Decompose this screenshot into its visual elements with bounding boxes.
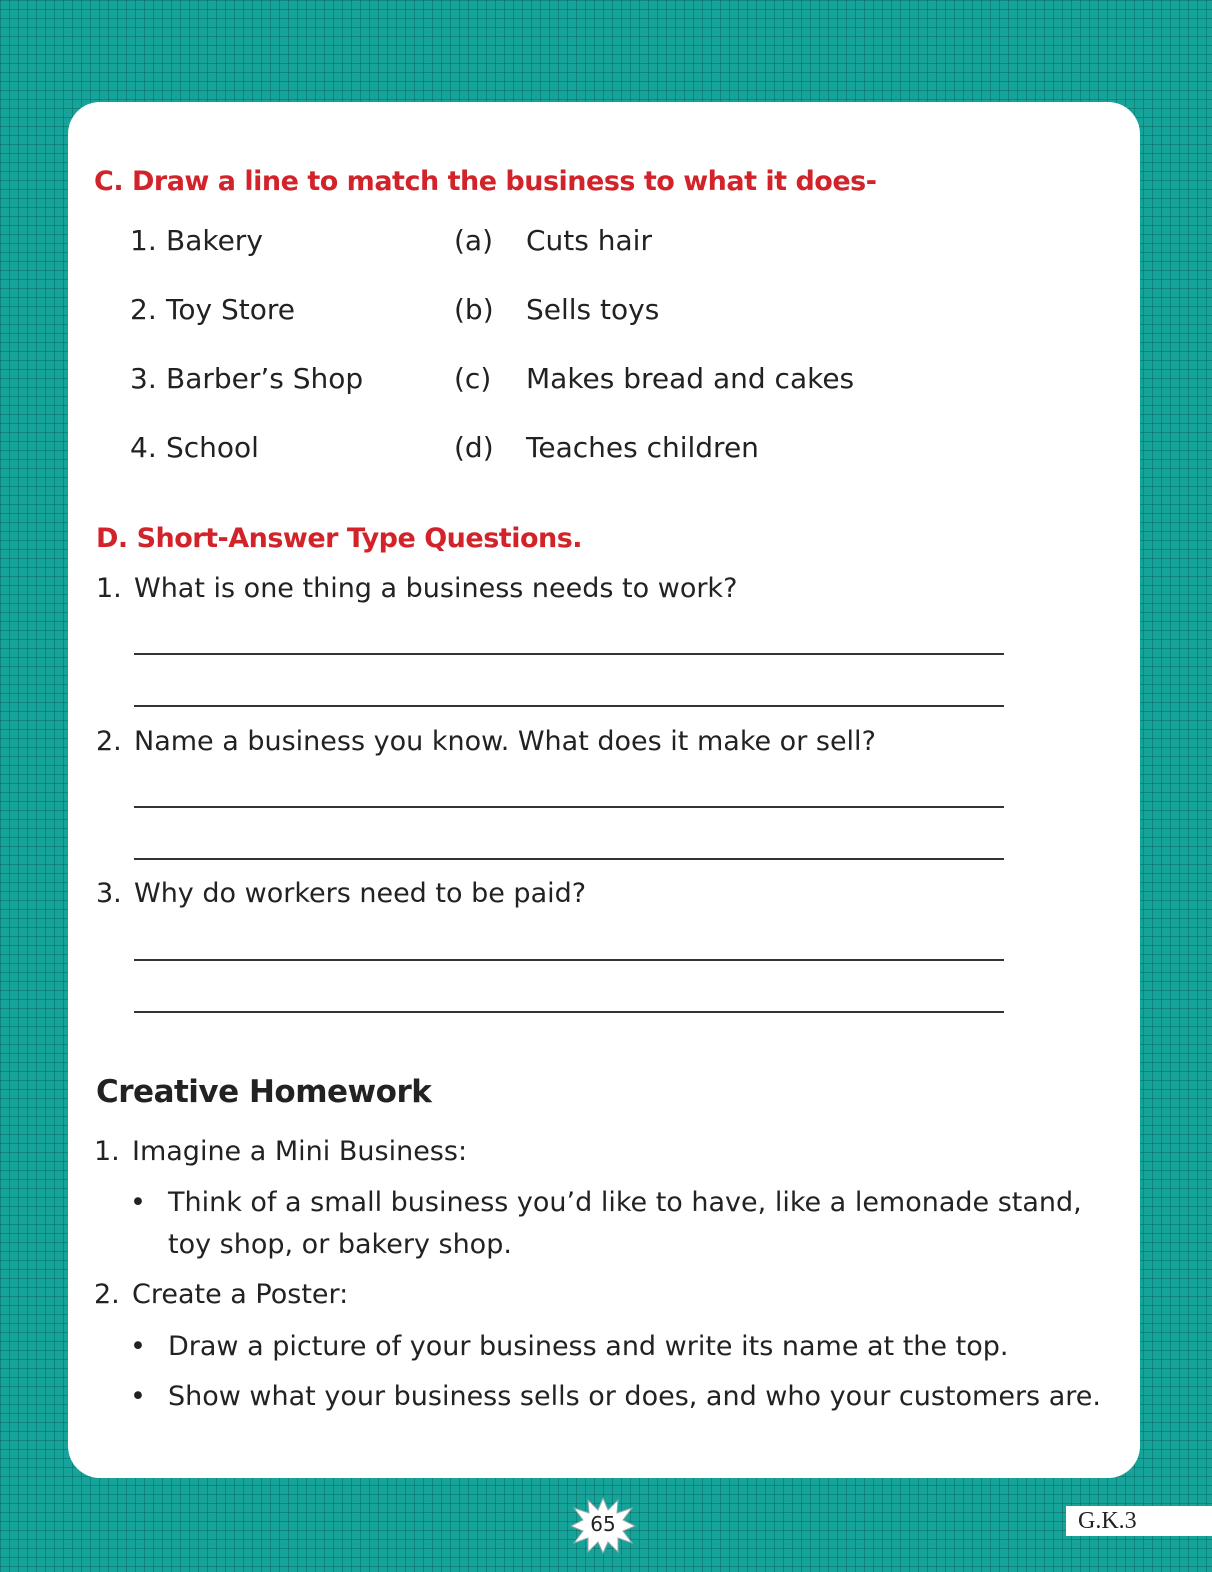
homework-item-number: 1. — [94, 1136, 120, 1167]
answer-line[interactable] — [134, 705, 1004, 707]
homework-bullet — [130, 1182, 1110, 1266]
question — [96, 726, 876, 757]
bullet-dot: • — [130, 1187, 146, 1218]
match-business: Barber’s Shop — [166, 362, 364, 395]
question-text: What is one thing a business needs to work? — [134, 573, 738, 604]
bullet-text: Draw a picture of your business and write its name at the top. — [168, 1331, 1009, 1362]
match-action: Cuts hair — [526, 224, 652, 257]
question-text: Why do workers need to be paid? — [134, 878, 587, 909]
worksheet-card — [68, 102, 1140, 1478]
bullet-text: Think of a small business you’d like to have, like a lemonade stand, toy shop, or bakery shop. — [168, 1187, 1082, 1260]
match-letter: (a) — [454, 224, 494, 257]
match-action: Makes bread and cakes — [526, 362, 855, 395]
homework-item-title: Create a Poster: — [132, 1279, 349, 1310]
match-action: Teaches children — [526, 431, 759, 464]
match-letter: (c) — [454, 362, 492, 395]
homework-item-number: 2. — [94, 1279, 120, 1310]
question — [96, 878, 586, 909]
question-text: Name a business you know. What does it make or sell? — [134, 726, 876, 757]
answer-line[interactable] — [134, 959, 1004, 961]
homework-item — [94, 1279, 348, 1310]
book-code: G.K.3 — [1066, 1506, 1212, 1536]
section-c-heading: C. Draw a line to match the business to what it does- — [94, 166, 877, 197]
homework-item — [94, 1136, 467, 1167]
question-number: 1. — [96, 573, 122, 604]
match-row — [68, 224, 968, 264]
match-row — [68, 362, 968, 402]
homework-item-title: Imagine a Mini Business: — [132, 1136, 468, 1167]
question-number: 2. — [96, 726, 122, 757]
homework-bullet — [130, 1326, 1110, 1368]
match-business: Toy Store — [166, 293, 295, 326]
match-business: School — [166, 431, 259, 464]
answer-line[interactable] — [134, 806, 1004, 808]
match-number: 1. — [130, 224, 157, 257]
match-business: Bakery — [166, 224, 263, 257]
match-letter: (b) — [454, 293, 494, 326]
match-number: 4. — [130, 431, 157, 464]
answer-line[interactable] — [134, 1011, 1004, 1013]
bullet-text: Show what your business sells or does, and who your customers are. — [168, 1381, 1101, 1412]
section-d-heading: D. Short-Answer Type Questions. — [96, 523, 583, 554]
match-row — [68, 431, 968, 471]
bullet-dot: • — [130, 1331, 146, 1362]
match-action: Sells toys — [526, 293, 660, 326]
page-number: 65 — [590, 1512, 616, 1536]
match-letter: (d) — [454, 431, 494, 464]
answer-line[interactable] — [134, 858, 1004, 860]
match-row — [68, 293, 968, 333]
creative-homework-title: Creative Homework — [96, 1074, 432, 1110]
match-number: 3. — [130, 362, 157, 395]
homework-bullet — [130, 1376, 1110, 1418]
bullet-dot: • — [130, 1381, 146, 1412]
question — [96, 573, 737, 604]
answer-line[interactable] — [134, 653, 1004, 655]
question-number: 3. — [96, 878, 122, 909]
match-number: 2. — [130, 293, 157, 326]
page-number-badge — [570, 1496, 636, 1554]
